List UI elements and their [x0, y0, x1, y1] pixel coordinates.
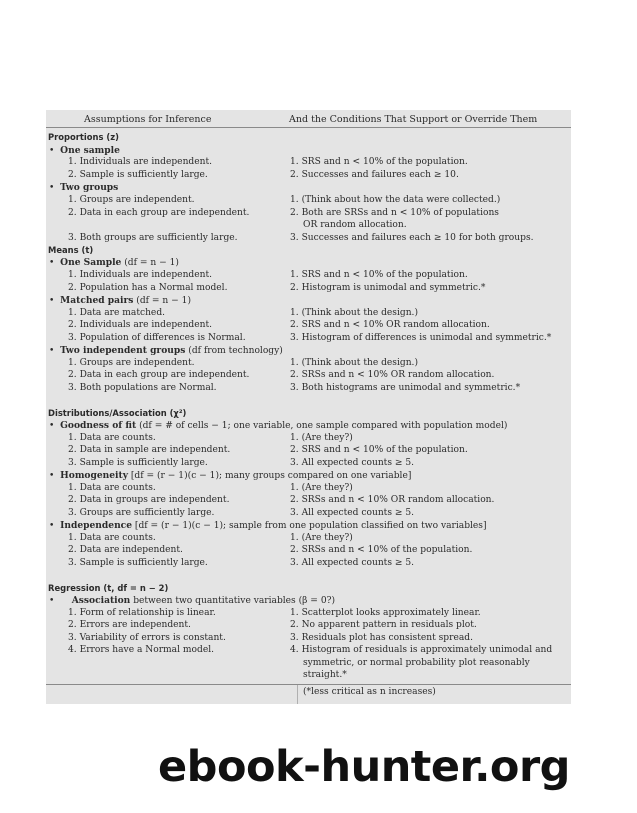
row-condition: 3. All expected counts ≥ 5.	[290, 508, 415, 518]
row-assumption: 1. Groups are independent.	[68, 358, 195, 368]
header-assumptions: Assumptions for Inference	[84, 114, 212, 125]
row-assumption: 4. Errors have a Normal model.	[68, 645, 215, 655]
row-assumption: 2. Data in groups are independent.	[68, 495, 230, 505]
row-condition: 4. Histogram of residuals is approximately unimodal and	[290, 645, 553, 655]
row-assumption: 2. Individuals are independent.	[68, 320, 213, 330]
row-condition: 3. Histogram of differences is unimodal and symmetric.*	[290, 333, 552, 343]
row-assumption: 2. Data in each group are independent.	[68, 370, 250, 380]
bullet-independence: • Independence [df = (r − 1)(c − 1); sample from one population classified on two variables]	[49, 520, 487, 531]
row-condition: 2. Both are SRSs and n < 10% of populations	[290, 208, 499, 218]
row-condition-cont: straight.*	[303, 670, 347, 680]
row-condition: 2. SRSs and n < 10% OR random allocation.	[290, 495, 495, 505]
row-condition-cont: symmetric, or normal probability plot reasonably	[303, 658, 530, 668]
footnote: (*less critical as n increases)	[303, 687, 436, 697]
row-condition: 2. SRSs and n < 10% OR random allocation.	[290, 370, 495, 380]
header-conditions: And the Conditions That Support or Override Them	[289, 114, 538, 125]
bullet-one-sample: • One sample	[49, 145, 120, 156]
row-condition: 2. Histogram is unimodal and symmetric.*	[290, 283, 486, 293]
section-means: Means (t)	[48, 245, 94, 255]
row-assumption: 2. Data in sample are independent.	[68, 445, 231, 455]
row-assumption: 1. Groups are independent.	[68, 195, 195, 205]
row-assumption: 1. Form of relationship is linear.	[68, 608, 216, 618]
row-assumption: 3. Groups are sufficiently large.	[68, 508, 215, 518]
row-condition: 1. (Are they?)	[290, 533, 353, 543]
row-assumption: 3. Both groups are sufficiently large.	[68, 233, 238, 243]
row-condition: 3. All expected counts ≥ 5.	[290, 458, 415, 468]
row-assumption: 3. Sample is sufficiently large.	[68, 558, 208, 568]
row-assumption: 1. Data are counts.	[68, 533, 156, 543]
row-assumption: 1. Individuals are independent.	[68, 270, 213, 280]
bullet-two-independent-groups: • Two independent groups (df from technology)	[49, 345, 283, 356]
bullet-goodness-of-fit: • Goodness of fit (df = # of cells − 1; one variable, one sample compared with population model)	[49, 420, 508, 431]
header-rule	[46, 127, 571, 128]
row-condition: 2. No apparent pattern in residuals plot.	[290, 620, 477, 630]
row-condition-cont: OR random allocation.	[303, 220, 407, 230]
row-condition: 2. SRSs and n < 10% of the population.	[290, 545, 473, 555]
bullet-homogeneity: • Homogeneity [df = (r − 1)(c − 1); many groups compared on one variable]	[49, 470, 412, 481]
row-condition: 2. SRS and n < 10% OR random allocation.	[290, 320, 490, 330]
row-condition: 1. (Think about how the data were collected.)	[290, 195, 501, 205]
row-condition: 2. Successes and failures each ≥ 10.	[290, 170, 459, 180]
table-header	[46, 110, 571, 128]
inference-table	[46, 110, 571, 704]
row-assumption: 1. Individuals are independent.	[68, 157, 213, 167]
bullet-matched-pairs: • Matched pairs (df = n − 1)	[49, 295, 192, 306]
row-condition: 1. (Are they?)	[290, 433, 353, 443]
row-condition: 1. (Think about the design.)	[290, 308, 419, 318]
row-assumption: 2. Data in each group are independent.	[68, 208, 250, 218]
row-assumption: 3. Variability of errors is constant.	[68, 633, 226, 643]
footer-divider	[297, 685, 298, 704]
bullet-two-groups: • Two groups	[49, 182, 119, 193]
row-condition: 1. SRS and n < 10% of the population.	[290, 270, 468, 280]
row-condition: 1. SRS and n < 10% of the population.	[290, 157, 468, 167]
footer-rule	[46, 684, 571, 685]
row-condition: 1. (Are they?)	[290, 483, 353, 493]
row-condition: 3. Residuals plot has consistent spread.	[290, 633, 473, 643]
row-assumption: 2. Data are independent.	[68, 545, 183, 555]
row-condition: 3. Both histograms are unimodal and symmetric.*	[290, 383, 521, 393]
row-condition: 3. Successes and failures each ≥ 10 for both groups.	[290, 233, 534, 243]
row-assumption: 2. Sample is sufficiently large.	[68, 170, 208, 180]
row-assumption: 3. Population of differences is Normal.	[68, 333, 246, 343]
row-condition: 2. SRS and n < 10% of the population.	[290, 445, 468, 455]
row-assumption: 2. Population has a Normal model.	[68, 283, 228, 293]
row-condition: 1. (Think about the design.)	[290, 358, 419, 368]
section-proportions: Proportions (z)	[48, 132, 119, 142]
row-assumption: 3. Both populations are Normal.	[68, 383, 217, 393]
section-regression: Regression (t, df = n − 2)	[48, 583, 169, 593]
row-assumption: 3. Sample is sufficiently large.	[68, 458, 208, 468]
row-assumption: 1. Data are matched.	[68, 308, 166, 318]
row-assumption: 2. Errors are independent.	[68, 620, 191, 630]
row-condition: 3. All expected counts ≥ 5.	[290, 558, 415, 568]
watermark-text: ebook-hunter.org	[158, 742, 570, 792]
section-distributions: Distributions/Association (χ²)	[48, 408, 187, 418]
row-assumption: 1. Data are counts.	[68, 483, 156, 493]
bullet-association: • Association between two quantitative variables (β = 0?)	[49, 595, 336, 606]
row-assumption: 1. Data are counts.	[68, 433, 156, 443]
row-condition: 1. Scatterplot looks approximately linear.	[290, 608, 481, 618]
bullet-one-sample-means: • One Sample (df = n − 1)	[49, 257, 179, 268]
